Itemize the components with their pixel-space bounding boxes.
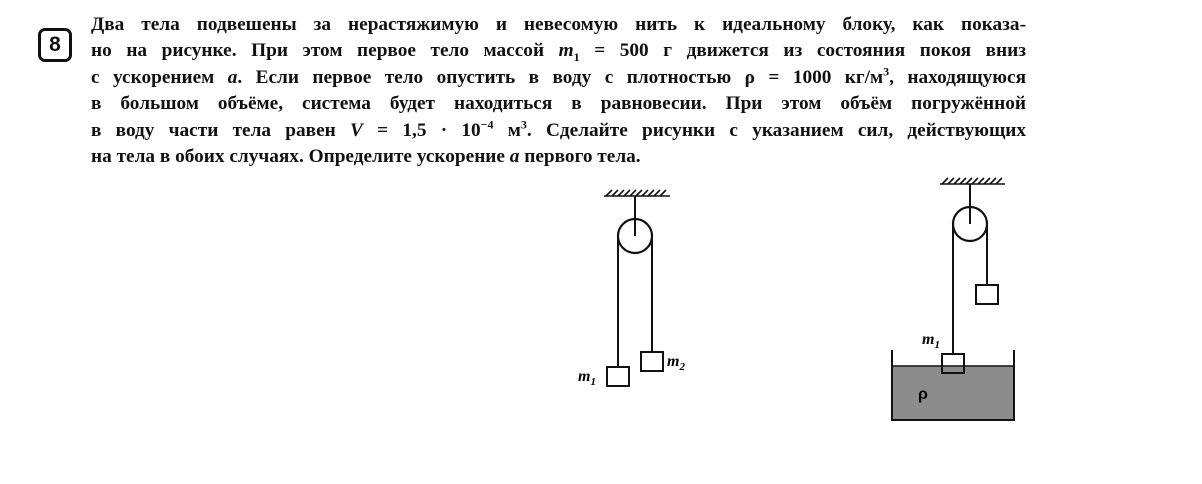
ceiling-hatch [604, 190, 670, 196]
label-rho: ρ [918, 386, 928, 403]
liquid-body [892, 366, 1014, 420]
statement-line-3: с ускорением a. Если первое тело опустить в воду с плотностью ρ = 1000 $кг/м^3$, находящуюся [91, 64, 1026, 88]
statement-line-2: но на рисунке. При этом первое тело массой $m_1 = 500$ г движется из состояния покоя вниз [91, 40, 1026, 65]
problem-number: 8 [49, 33, 61, 56]
label-m1: $m_1$ [922, 331, 940, 351]
mass-m2-block [976, 285, 998, 304]
statement-line-5: в воду части тела равен $V = 1,5 \cdot 10^{-4}$ $м^3$. Сделайте рисунки с указанием сил, действующих [91, 117, 1027, 141]
statement-line-4: в большом объёме, система будет находиться в равновесии. При этом объём погружённой [91, 93, 1026, 115]
problem-number-badge [38, 28, 72, 62]
ceiling-hatch [940, 178, 1005, 184]
problem-statement [91, 12, 1026, 170]
statement-line-6: на тела в обоих случаях. Определите ускорение a первого тела. [91, 146, 641, 168]
mass-m2-block [641, 352, 663, 371]
statement-line-1: Два тела подвешены за нерастяжимую и невесомую нить к идеальному блоку, как показа- [91, 14, 1026, 35]
figure-pulley-two-masses [560, 180, 710, 400]
label-m2: $m_2$ [667, 353, 685, 373]
figure-pulley-mass-in-water [880, 168, 1030, 428]
mass-m1-block [607, 367, 629, 386]
label-m1: $m_1$ [578, 368, 596, 388]
